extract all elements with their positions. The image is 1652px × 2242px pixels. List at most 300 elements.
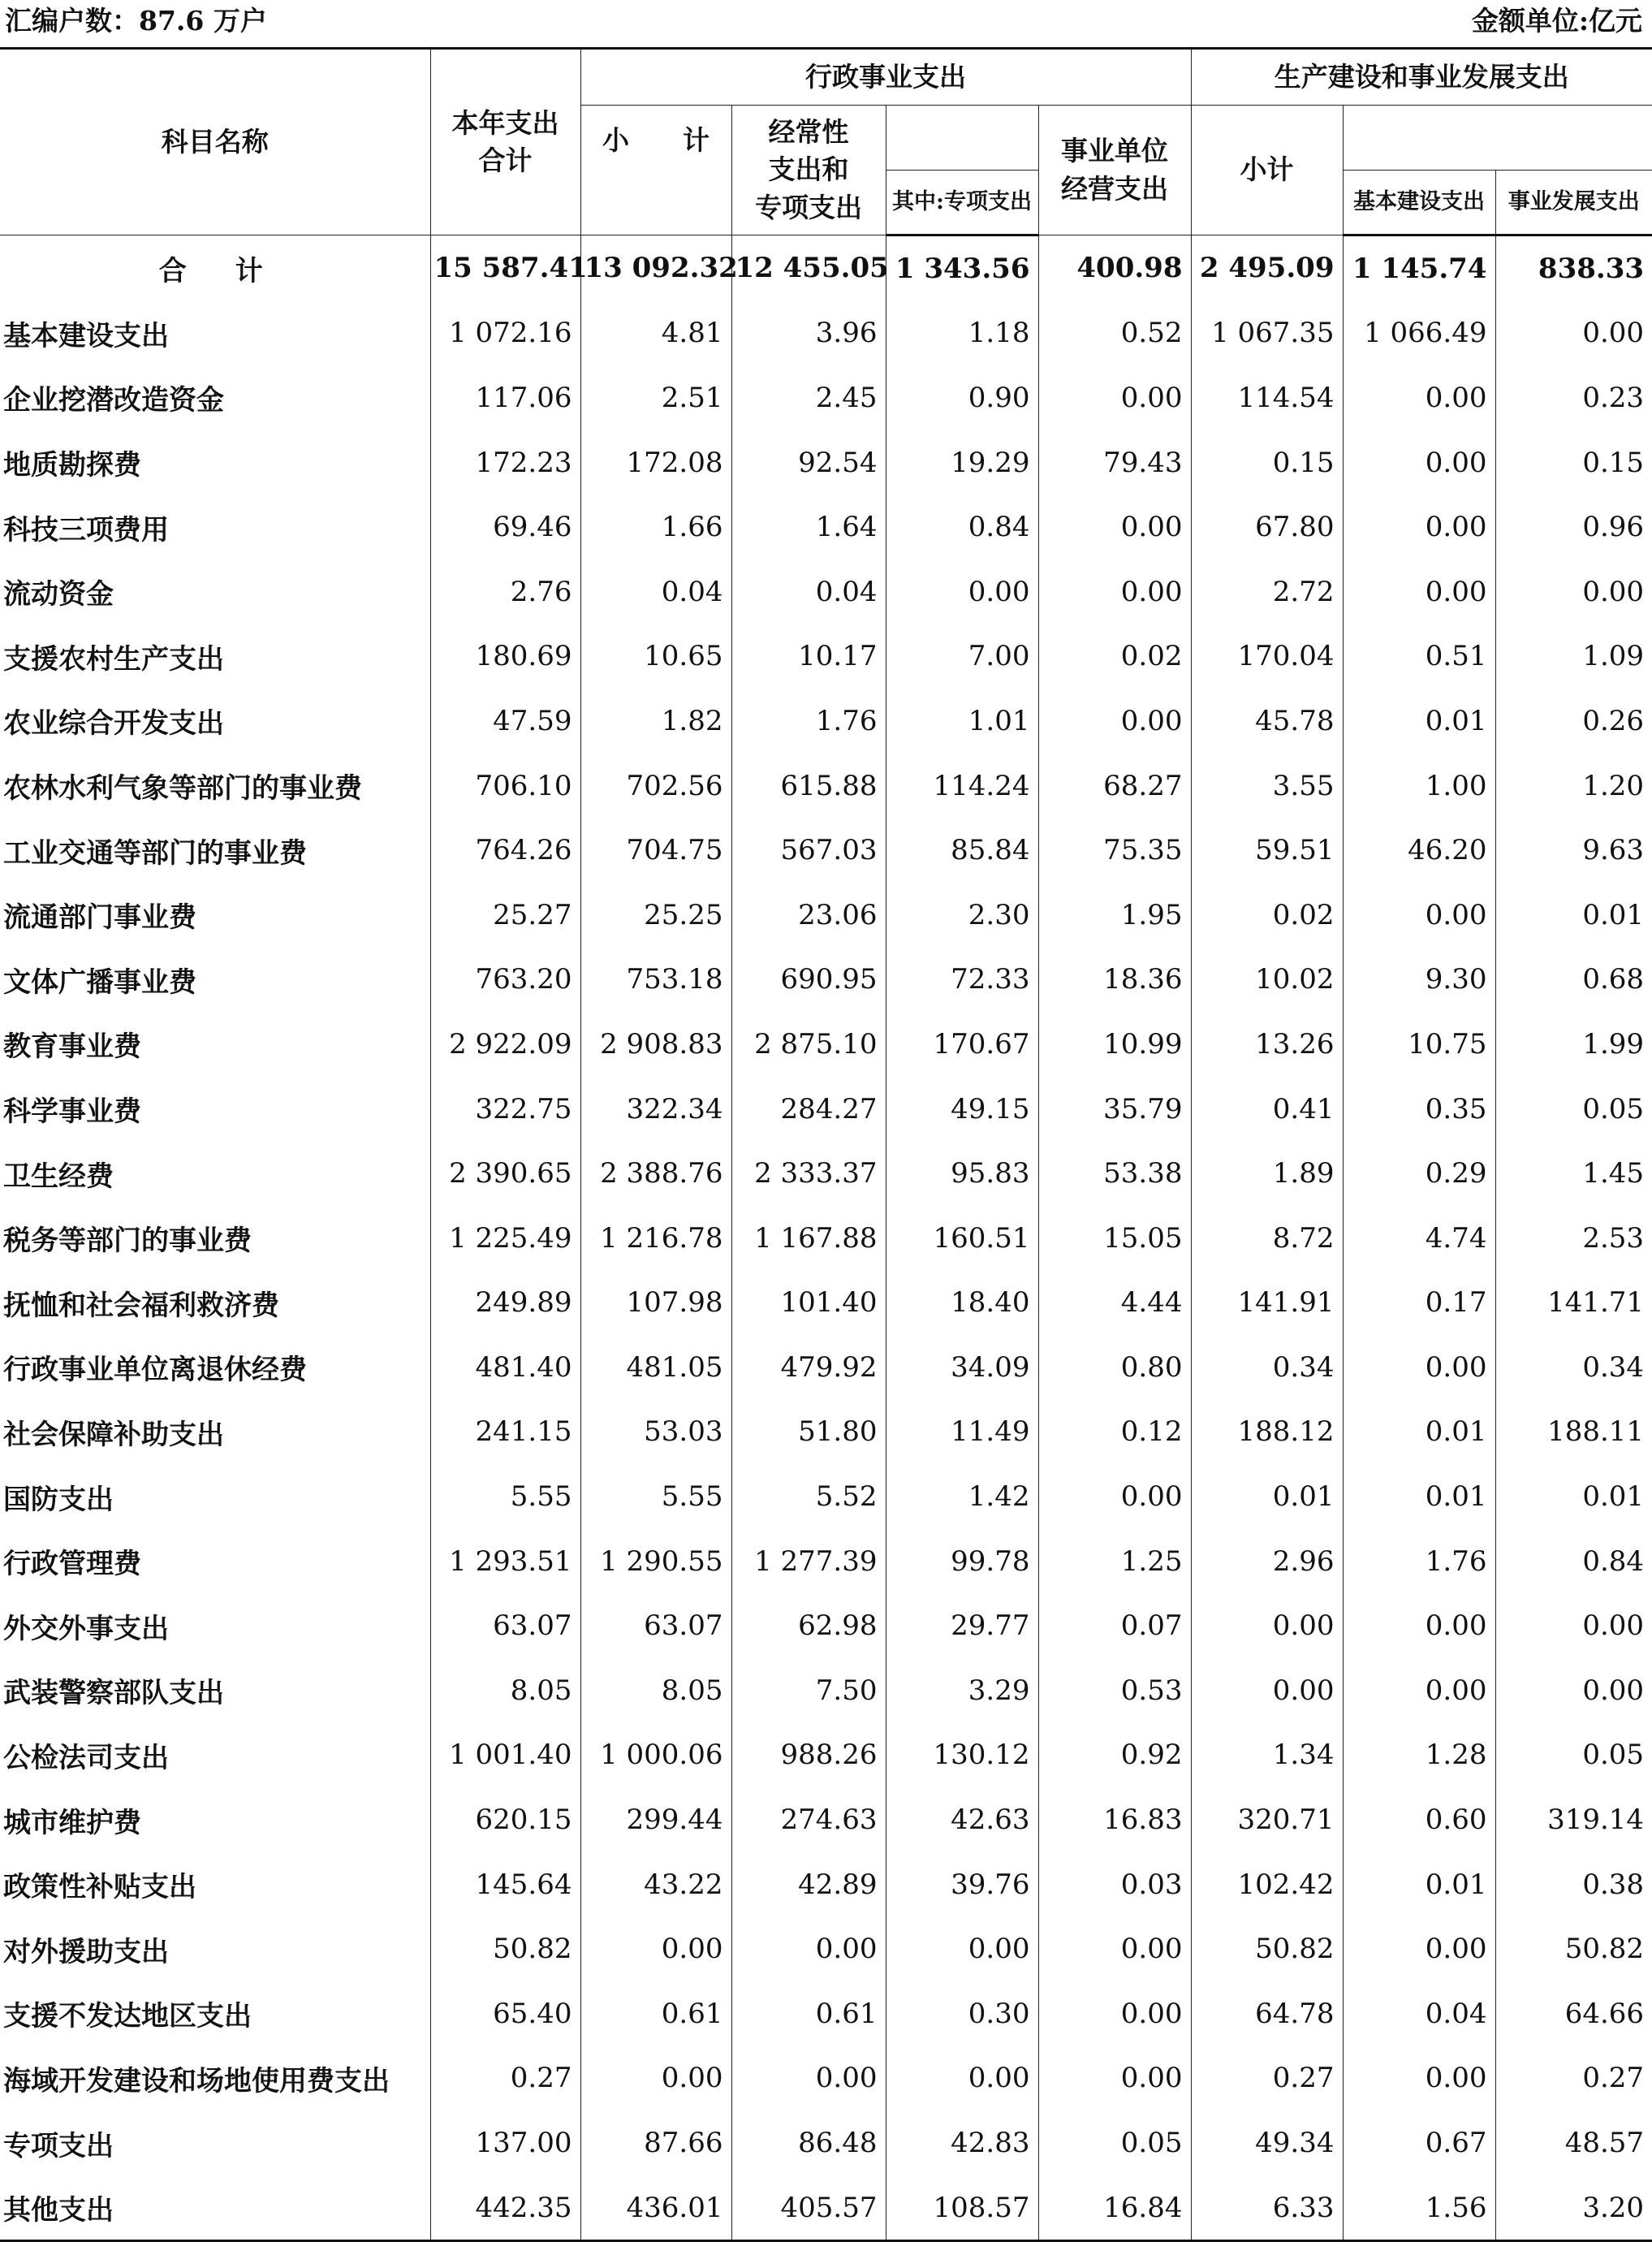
row-value: 0.00 [580,1916,731,1981]
row-value: 0.38 [1495,1852,1652,1917]
table-body [0,235,1652,2241]
row-value: 0.00 [1038,1981,1191,2046]
row-value: 0.84 [1495,1529,1652,1594]
row-value: 1 072.16 [430,301,580,366]
row-value: 13 092.32 [580,235,731,301]
row-value: 188.11 [1495,1400,1652,1465]
row-value: 15 587.41 [430,235,580,301]
row-value: 1.64 [731,495,886,559]
row-value: 0.92 [1038,1723,1191,1788]
table-row [0,1981,1652,2046]
row-value: 0.15 [1191,430,1343,495]
row-value: 0.01 [1343,1464,1495,1529]
row-value: 34.09 [886,1335,1038,1400]
row-value: 7.00 [886,624,1038,689]
row-value: 0.61 [580,1981,731,2046]
table-row [0,1271,1652,1336]
header-business: 事业单位 经营支出 [1038,106,1191,235]
row-value: 101.40 [731,1271,886,1336]
row-value: 51.80 [731,1400,886,1465]
row-value: 49.15 [886,1077,1038,1142]
row-value: 1 290.55 [580,1529,731,1594]
table-row [0,1529,1652,1594]
row-value: 838.33 [1495,235,1652,301]
row-value: 0.05 [1495,1723,1652,1788]
row-label: 农业综合开发支出 [3,707,224,741]
table-row [0,818,1652,883]
row-value: 1.34 [1191,1723,1343,1788]
row-value: 10.65 [580,624,731,689]
row-value: 2.96 [1191,1529,1343,1594]
row-value: 0.00 [1343,1593,1495,1658]
header-admin-subtotal: 小 计 [580,106,731,235]
row-value: 172.23 [430,430,580,495]
row-value: 180.69 [430,624,580,689]
row-value: 43.22 [580,1852,731,1917]
row-value: 0.12 [1038,1400,1191,1465]
row-value: 0.00 [1343,883,1495,948]
row-value: 67.80 [1191,495,1343,559]
row-value: 0.01 [1495,1464,1652,1529]
row-value: 35.79 [1038,1077,1191,1142]
table-row [0,1141,1652,1206]
row-value: 1 001.40 [430,1723,580,1788]
row-value: 25.25 [580,883,731,948]
table-row [0,1400,1652,1465]
row-value: 39.76 [886,1852,1038,1917]
row-value: 72.33 [886,948,1038,1013]
row-value: 0.00 [1038,365,1191,430]
row-value: 141.91 [1191,1271,1343,1336]
row-value: 117.06 [430,365,580,430]
row-label: 文体广播事业费 [3,965,196,999]
row-label: 卫生经费 [3,1160,114,1193]
row-value: 172.08 [580,430,731,495]
row-value: 42.63 [886,1787,1038,1852]
row-value: 0.00 [886,2046,1038,2111]
table-row [0,1658,1652,1723]
row-value: 63.07 [430,1593,580,1658]
row-value: 2 875.10 [731,1012,886,1077]
row-value: 436.01 [580,2175,731,2241]
row-label: 农林水利气象等部门的事业费 [3,772,362,806]
row-value: 107.98 [580,1271,731,1336]
table-row [0,365,1652,430]
header-special-spacer [886,106,1038,171]
row-value: 0.05 [1038,2110,1191,2175]
row-value: 12 455.05 [731,235,886,301]
row-value: 0.68 [1495,948,1652,1013]
row-value: 50.82 [430,1916,580,1981]
row-label: 工业交通等部门的事业费 [3,836,307,870]
row-value: 145.64 [430,1852,580,1917]
table-row [0,754,1652,819]
row-value: 188.12 [1191,1400,1343,1465]
row-value: 141.71 [1495,1271,1652,1336]
row-value: 1 225.49 [430,1206,580,1271]
row-value: 1.56 [1343,2175,1495,2241]
row-value: 0.00 [580,2046,731,2111]
row-value: 319.14 [1495,1787,1652,1852]
row-value: 53.38 [1038,1141,1191,1206]
row-value: 0.01 [1343,1852,1495,1917]
row-value: 0.00 [1343,1335,1495,1400]
row-value: 0.23 [1495,365,1652,430]
row-value: 1.76 [731,689,886,754]
row-label: 地质勘探费 [3,449,141,482]
table-row [0,1335,1652,1400]
table-row [0,1723,1652,1788]
row-label: 行政管理费 [3,1548,141,1581]
row-value: 0.03 [1038,1852,1191,1917]
row-value: 0.41 [1191,1077,1343,1142]
expenditure-table [0,47,1652,2242]
row-value: 0.01 [1495,883,1652,948]
row-value: 1 343.56 [886,235,1038,301]
row-value: 0.02 [1038,624,1191,689]
row-value: 4.81 [580,301,731,366]
header-prod-spacer [1343,106,1652,171]
row-value: 130.12 [886,1723,1038,1788]
row-value: 29.77 [886,1593,1038,1658]
row-value: 481.05 [580,1335,731,1400]
row-value: 0.00 [886,1916,1038,1981]
table-row [0,883,1652,948]
row-value: 405.57 [731,2175,886,2241]
row-value: 0.00 [1343,1916,1495,1981]
row-value: 170.67 [886,1012,1038,1077]
row-value: 2 908.83 [580,1012,731,1077]
row-value: 16.84 [1038,2175,1191,2241]
row-value: 9.30 [1343,948,1495,1013]
row-value: 2 922.09 [430,1012,580,1077]
row-value: 5.55 [430,1464,580,1529]
row-value: 46.20 [1343,818,1495,883]
row-value: 2.53 [1495,1206,1652,1271]
table-row [0,1852,1652,1917]
row-value: 702.56 [580,754,731,819]
row-value: 0.27 [1495,2046,1652,2111]
row-value: 49.34 [1191,2110,1343,2175]
row-value: 0.04 [1343,1981,1495,2046]
row-value: 69.46 [430,495,580,559]
row-value: 0.17 [1343,1271,1495,1336]
row-value: 0.00 [1038,689,1191,754]
row-value: 3.55 [1191,754,1343,819]
row-value: 137.00 [430,2110,580,2175]
header-regular: 经常性 支出和 专项支出 [731,106,886,235]
row-value: 2 333.37 [731,1141,886,1206]
row-value: 0.00 [1495,1658,1652,1723]
row-value: 4.44 [1038,1271,1191,1336]
row-value: 0.00 [1038,2046,1191,2111]
row-value: 160.51 [886,1206,1038,1271]
row-value: 0.30 [886,1981,1038,2046]
row-value: 1.76 [1343,1529,1495,1594]
row-value: 42.89 [731,1852,886,1917]
row-value: 48.57 [1495,2110,1652,2175]
row-value: 68.27 [1038,754,1191,819]
row-value: 0.00 [1343,365,1495,430]
row-value: 3.29 [886,1658,1038,1723]
row-label: 海域开发建设和场地使用费支出 [3,2064,390,2097]
row-value: 8.05 [430,1658,580,1723]
row-value: 0.51 [1343,624,1495,689]
row-value: 2.72 [1191,559,1343,624]
table-row [0,689,1652,754]
row-value: 0.26 [1495,689,1652,754]
row-value: 0.34 [1191,1335,1343,1400]
row-value: 620.15 [430,1787,580,1852]
row-value: 0.00 [731,1916,886,1981]
table-row [0,1077,1652,1142]
row-label: 外交外事支出 [3,1612,169,1645]
row-value: 102.42 [1191,1852,1343,1917]
row-value: 7.50 [731,1658,886,1723]
row-value: 1 167.88 [731,1206,886,1271]
row-value: 16.83 [1038,1787,1191,1852]
row-value: 0.52 [1038,301,1191,366]
row-value: 23.06 [731,883,886,948]
row-value: 1 277.39 [731,1529,886,1594]
row-value: 5.52 [731,1464,886,1529]
row-label: 行政事业单位离退休经费 [3,1354,307,1387]
header-prod-group: 生产建设和事业发展支出 [1191,49,1652,106]
row-label: 对外援助支出 [3,1935,169,1968]
row-value: 0.00 [1038,1464,1191,1529]
row-value: 47.59 [430,689,580,754]
table-row [0,559,1652,624]
row-value: 479.92 [731,1335,886,1400]
row-value: 0.00 [1495,559,1652,624]
row-value: 0.80 [1038,1335,1191,1400]
table-row [0,495,1652,559]
row-value: 0.27 [430,2046,580,2111]
row-value: 0.01 [1191,1464,1343,1529]
row-value: 64.78 [1191,1981,1343,2046]
row-value: 0.00 [1038,559,1191,624]
row-value: 64.66 [1495,1981,1652,2046]
row-value: 5.55 [580,1464,731,1529]
row-value: 86.48 [731,2110,886,2175]
households-note: 汇编户数：87.6 万户 [5,5,267,37]
row-value: 1.28 [1343,1723,1495,1788]
row-value: 2.51 [580,365,731,430]
row-value: 0.00 [1191,1658,1343,1723]
row-value: 0.34 [1495,1335,1652,1400]
row-label: 税务等部门的事业费 [3,1225,252,1258]
row-value: 0.90 [886,365,1038,430]
row-value: 13.26 [1191,1012,1343,1077]
row-value: 0.00 [1343,559,1495,624]
row-value: 114.24 [886,754,1038,819]
header-total: 本年支出 合计 [430,49,580,235]
row-value: 1 145.74 [1343,235,1495,301]
row-value: 320.71 [1191,1787,1343,1852]
row-value: 1 067.35 [1191,301,1343,366]
row-label: 抚恤和社会福利救济费 [3,1289,279,1322]
row-value: 0.01 [1343,689,1495,754]
row-value: 50.82 [1191,1916,1343,1981]
row-value: 284.27 [731,1077,886,1142]
row-label: 国防支出 [3,1483,114,1516]
header-of-which-special: 其中:专项支出 [886,171,1038,235]
table-row [0,430,1652,495]
row-value: 0.00 [1343,430,1495,495]
row-label: 支援不发达地区支出 [3,2000,252,2033]
row-value: 0.07 [1038,1593,1191,1658]
table-row [0,1787,1652,1852]
table-row [0,1206,1652,1271]
table-row [0,2046,1652,2111]
row-value: 114.54 [1191,365,1343,430]
table-row [0,948,1652,1013]
row-label: 基本建设支出 [3,319,169,352]
row-value: 0.67 [1343,2110,1495,2175]
row-value: 763.20 [430,948,580,1013]
row-label: 城市维护费 [3,1806,141,1839]
row-label: 流动资金 [3,578,114,611]
row-value: 3.96 [731,301,886,366]
row-value: 0.00 [1038,495,1191,559]
row-value: 249.89 [430,1271,580,1336]
row-label: 武装警察部队支出 [3,1677,224,1710]
row-value: 2.45 [731,365,886,430]
row-value: 0.00 [1343,2046,1495,2111]
row-value: 1 000.06 [580,1723,731,1788]
row-value: 0.04 [731,559,886,624]
row-value: 1 293.51 [430,1529,580,1594]
row-value: 2 388.76 [580,1141,731,1206]
table-row [0,301,1652,366]
total-row [0,235,1652,301]
row-value: 15.05 [1038,1206,1191,1271]
row-value: 8.72 [1191,1206,1343,1271]
row-value: 274.63 [731,1787,886,1852]
header-admin-group: 行政事业支出 [580,49,1191,106]
row-label: 社会保障补助支出 [3,1418,224,1451]
row-label: 教育事业费 [3,1030,141,1064]
table-row [0,1916,1652,1981]
row-label: 科学事业费 [3,1095,141,1129]
row-value: 42.83 [886,2110,1038,2175]
row-value: 0.53 [1038,1658,1191,1723]
row-value: 0.00 [1495,301,1652,366]
row-value: 0.00 [1343,1658,1495,1723]
row-value: 1.01 [886,689,1038,754]
row-value: 2.76 [430,559,580,624]
row-value: 10.17 [731,624,886,689]
row-value: 19.29 [886,430,1038,495]
table-row [0,624,1652,689]
row-value: 567.03 [731,818,886,883]
row-label: 流通部门事业费 [3,901,196,935]
row-value: 1.42 [886,1464,1038,1529]
row-value: 18.40 [886,1271,1038,1336]
row-value: 0.96 [1495,495,1652,559]
row-value: 53.03 [580,1400,731,1465]
row-value: 241.15 [430,1400,580,1465]
row-value: 753.18 [580,948,731,1013]
row-value: 85.84 [886,818,1038,883]
row-value: 0.00 [1343,495,1495,559]
row-value: 62.98 [731,1593,886,1658]
row-value: 11.49 [886,1400,1038,1465]
row-value: 299.44 [580,1787,731,1852]
row-value: 615.88 [731,754,886,819]
row-value: 0.29 [1343,1141,1495,1206]
row-value: 0.35 [1343,1077,1495,1142]
row-value: 0.05 [1495,1077,1652,1142]
row-value: 0.27 [1191,2046,1343,2111]
row-label: 政策性补贴支出 [3,1871,196,1904]
table-row [0,1012,1652,1077]
row-value: 25.27 [430,883,580,948]
row-value: 9.63 [1495,818,1652,883]
row-value: 1.66 [580,495,731,559]
row-value: 1.18 [886,301,1038,366]
row-value: 1.89 [1191,1141,1343,1206]
header-prod-subtotal: 小计 [1191,106,1343,235]
table-row [0,2110,1652,2175]
row-value: 2.30 [886,883,1038,948]
row-value: 0.00 [886,559,1038,624]
row-value: 0.15 [1495,430,1652,495]
row-value: 8.05 [580,1658,731,1723]
row-value: 79.43 [1038,430,1191,495]
row-value: 400.98 [1038,235,1191,301]
row-value: 10.99 [1038,1012,1191,1077]
row-value: 1.99 [1495,1012,1652,1077]
row-value: 1.45 [1495,1141,1652,1206]
table-row [0,1593,1652,1658]
row-value: 65.40 [430,1981,580,2046]
row-value: 2 495.09 [1191,235,1343,301]
row-value: 59.51 [1191,818,1343,883]
row-value: 0.00 [1191,1593,1343,1658]
row-value: 0.60 [1343,1787,1495,1852]
row-value: 764.26 [430,818,580,883]
row-value: 63.07 [580,1593,731,1658]
row-value: 87.66 [580,2110,731,2175]
row-value: 0.00 [1495,1593,1652,1658]
row-label: 专项支出 [3,2129,114,2162]
row-value: 1.09 [1495,624,1652,689]
row-label: 其他支出 [0,2175,430,2241]
row-label: 支援农村生产支出 [3,642,224,676]
row-value: 10.75 [1343,1012,1495,1077]
row-value: 1.25 [1038,1529,1191,1594]
row-value: 4.74 [1343,1206,1495,1271]
row-value: 481.40 [430,1335,580,1400]
row-value: 0.84 [886,495,1038,559]
unit-note: 金额单位:亿元 [1471,5,1642,37]
row-value: 1 066.49 [1343,301,1495,366]
row-value: 108.57 [886,2175,1038,2241]
row-value: 690.95 [731,948,886,1013]
row-value: 45.78 [1191,689,1343,754]
row-value: 6.33 [1191,2175,1343,2241]
table-row [0,2175,1652,2241]
row-value: 92.54 [731,430,886,495]
row-value: 442.35 [430,2175,580,2241]
row-label: 合计 [158,254,312,287]
row-value: 3.20 [1495,2175,1652,2241]
row-value: 0.01 [1343,1400,1495,1465]
row-label: 科技三项费用 [3,513,169,546]
row-value: 1.20 [1495,754,1652,819]
header-capital: 基本建设支出 [1343,171,1495,235]
